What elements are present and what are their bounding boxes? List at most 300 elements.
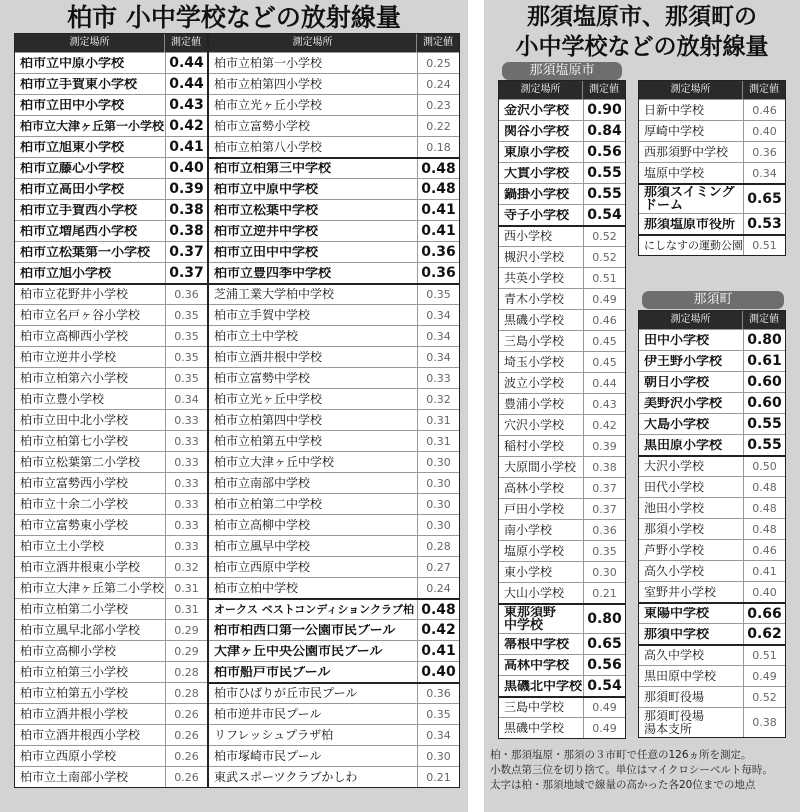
- table-row: [209, 157, 459, 178]
- place-name: 穴沢小学校: [504, 418, 565, 432]
- table-row: [639, 183, 785, 213]
- place-name: 芝浦工業大学柏中学校: [214, 288, 335, 301]
- table-row: [209, 577, 459, 598]
- table-row: [15, 283, 207, 304]
- dose-value: 0.33: [165, 494, 207, 514]
- dose-value: 0.65: [743, 185, 785, 213]
- dose-value: 0.36: [583, 520, 625, 540]
- table-row: [15, 703, 207, 724]
- place-name: 大沢小学校: [644, 460, 705, 473]
- table-row: [15, 472, 207, 493]
- table-row: [15, 241, 207, 262]
- table-row: [209, 745, 459, 766]
- dose-value: 0.55: [743, 414, 785, 434]
- place-name: 高林中学校: [504, 658, 570, 672]
- table-row: [639, 686, 785, 707]
- dose-value: 0.41: [165, 137, 207, 157]
- place-name: 三島中学校: [504, 701, 565, 714]
- place-name: 那須塩原市役所: [644, 217, 736, 231]
- table-row: [15, 388, 207, 409]
- table-row: [209, 367, 459, 388]
- table-row: [499, 498, 625, 519]
- place-name: 黒田原小学校: [644, 438, 723, 452]
- dose-value: 0.35: [165, 305, 207, 325]
- dose-value: 0.52: [583, 247, 625, 267]
- table-row: [639, 497, 785, 518]
- footnote-line2: 小数点第三位を切り捨て。単位はマイクロシーベルト毎時。: [490, 764, 773, 776]
- place-name: 柏市立豊小学校: [20, 392, 105, 406]
- place-name: 鍋掛小学校: [504, 187, 570, 201]
- table-row: [499, 288, 625, 309]
- place-name: 柏市立柏第三小学校: [20, 665, 129, 679]
- dose-value: 0.34: [417, 326, 459, 346]
- place-name: 東那須野 中学校: [504, 606, 557, 632]
- table-row: [499, 246, 625, 267]
- table-row: [15, 199, 207, 220]
- dose-value: 0.33: [165, 515, 207, 535]
- dose-value: 0.41: [743, 561, 785, 581]
- dose-value: 0.49: [743, 666, 785, 686]
- table-row: [15, 304, 207, 325]
- table-row: [639, 234, 785, 255]
- table-row: [499, 717, 625, 738]
- table-row: [499, 477, 625, 498]
- table-row: [639, 665, 785, 686]
- place-name: リフレッシュプラザ柏: [214, 728, 334, 742]
- dose-value: 0.60: [743, 372, 785, 392]
- place-name: 柏市柏西口第一公園市民プール: [214, 623, 396, 637]
- place-name: 柏市立富勢東小学校: [20, 518, 129, 532]
- nasu-town-label: 那須町: [642, 291, 784, 309]
- table-row: [639, 644, 785, 665]
- dose-value: 0.48: [743, 519, 785, 539]
- dose-value: 0.38: [165, 221, 207, 241]
- nasu-title-line1: 那須塩原市、那須町の: [527, 4, 757, 30]
- place-name: 柏市立高柳小学校: [20, 644, 117, 658]
- dose-value: 0.80: [743, 330, 785, 350]
- dose-value: 0.48: [743, 477, 785, 497]
- dose-value: 0.36: [417, 263, 459, 283]
- dose-value: 0.45: [583, 331, 625, 351]
- place-name: 柏市立中原中学校: [214, 182, 319, 196]
- dose-value: 0.62: [743, 624, 785, 644]
- table-row: [209, 115, 459, 136]
- dose-value: 0.32: [165, 557, 207, 577]
- table-row: [209, 262, 459, 283]
- table-row: [499, 456, 625, 477]
- place-name: 池田小学校: [644, 501, 705, 515]
- header-value: 測定値: [742, 81, 785, 99]
- place-name: 柏市立大津ヶ丘中学校: [214, 455, 335, 469]
- place-name: 柏市立柏第三中学校: [214, 162, 332, 175]
- table-row: [15, 94, 207, 115]
- header-value: 測定値: [164, 34, 207, 52]
- table-row: [639, 213, 785, 234]
- dose-value: 0.18: [417, 137, 459, 157]
- table-row: [15, 724, 207, 745]
- table-row: [499, 120, 625, 141]
- place-name: 大貫小学校: [504, 166, 570, 180]
- table-row: [15, 661, 207, 682]
- header-place: 測定場所: [520, 84, 561, 95]
- table-row: [499, 414, 625, 435]
- table-row: [15, 220, 207, 241]
- table-row: [639, 518, 785, 539]
- place-name: 波立小学校: [504, 376, 565, 390]
- place-name: 那須中学校: [644, 627, 710, 641]
- place-name: 柏市立手賀中学校: [214, 308, 311, 322]
- place-name: 関谷小学校: [504, 124, 570, 138]
- place-name: 柏市立土中学校: [214, 329, 299, 343]
- dose-value: 0.26: [165, 704, 207, 724]
- dose-value: 0.36: [417, 242, 459, 262]
- place-name: 柏市ひばりが丘市民プール: [214, 687, 358, 700]
- place-name: 柏市立風早中学校: [214, 539, 311, 553]
- table-row: [15, 598, 207, 619]
- dose-value: 0.31: [165, 578, 207, 598]
- kashiwa-table-right: [208, 33, 460, 788]
- place-name: 南小学校: [504, 523, 553, 537]
- place-name: 柏市立柏第五小学校: [20, 686, 129, 700]
- dose-value: 0.26: [165, 767, 207, 787]
- table-row: [209, 388, 459, 409]
- table-row: [499, 582, 625, 603]
- place-name: 柏市立高柳中学校: [214, 518, 311, 532]
- place-name: 柏市船戸市民プール: [214, 665, 331, 679]
- dose-value: 0.55: [743, 435, 785, 455]
- table-header: [639, 81, 785, 99]
- table-row: [499, 696, 625, 717]
- place-name: 柏市立土小学校: [20, 539, 105, 553]
- table-row: [639, 560, 785, 581]
- table-row: [15, 745, 207, 766]
- table-row: [499, 225, 625, 246]
- dose-value: 0.34: [417, 725, 459, 745]
- dose-value: 0.39: [165, 179, 207, 199]
- dose-value: 0.29: [165, 641, 207, 661]
- place-name: 豊浦小学校: [504, 397, 565, 411]
- place-name: 東陽中学校: [644, 607, 710, 620]
- table-row: [209, 178, 459, 199]
- table-row: [639, 455, 785, 476]
- place-name: 大津ヶ丘中央公園市民プール: [214, 644, 383, 658]
- footnote-line1: 柏・那須塩原・那須の３市町で任意の126ヵ所を測定。: [490, 749, 752, 761]
- dose-value: 0.33: [165, 536, 207, 556]
- dose-value: 0.30: [417, 746, 459, 766]
- dose-value: 0.42: [417, 620, 459, 640]
- table-row: [639, 350, 785, 371]
- place-name: 厚崎中学校: [644, 124, 705, 138]
- place-name: 西那須野中学校: [644, 145, 729, 159]
- place-name: 柏市立酒井根東小学校: [20, 560, 141, 574]
- place-name: 柏市立増尾西小学校: [20, 224, 138, 238]
- table-row: [15, 577, 207, 598]
- place-name: 田代小学校: [644, 480, 705, 494]
- dose-value: 0.41: [417, 641, 459, 661]
- dose-value: 0.42: [165, 116, 207, 136]
- dose-value: 0.84: [583, 121, 625, 141]
- place-name: 伊王野小学校: [644, 354, 723, 368]
- dose-value: 0.49: [583, 718, 625, 738]
- place-name: 黒田原中学校: [644, 669, 717, 683]
- table-row: [209, 682, 459, 703]
- place-name: 那須小学校: [644, 522, 705, 536]
- place-name: 柏市立酒井根小学校: [20, 707, 129, 721]
- table-row: [15, 682, 207, 703]
- place-name: 柏市立柏第四中学校: [214, 413, 323, 427]
- table-row: [15, 346, 207, 367]
- table-row: [499, 267, 625, 288]
- table-row: [639, 99, 785, 120]
- place-name: 柏市立旭小学校: [20, 266, 112, 280]
- dose-value: 0.35: [165, 347, 207, 367]
- dose-value: 0.28: [165, 662, 207, 682]
- table-row: [15, 766, 207, 787]
- dose-value: 0.60: [743, 393, 785, 413]
- dose-value: 0.55: [583, 163, 625, 183]
- place-name: 柏市立酒井根中学校: [214, 350, 323, 364]
- table-row: [15, 556, 207, 577]
- dose-value: 0.35: [165, 326, 207, 346]
- place-name: 柏市立土南部小学校: [20, 770, 129, 784]
- dose-value: 0.43: [583, 394, 625, 414]
- table-row: [209, 451, 459, 472]
- dose-value: 0.23: [417, 95, 459, 115]
- dose-value: 0.39: [583, 436, 625, 456]
- place-name: 柏市立高柳西小学校: [20, 329, 129, 343]
- place-name: オークス ベストコンディションクラブ柏: [214, 603, 414, 616]
- nasu-table: [638, 310, 786, 738]
- table-row: [499, 162, 625, 183]
- table-row: [499, 309, 625, 330]
- place-name: 柏市立十余二小学校: [20, 497, 129, 511]
- nasushiobara-table-left: [498, 80, 626, 739]
- dose-value: 0.56: [583, 655, 625, 675]
- dose-value: 0.31: [165, 599, 207, 619]
- table-row: [209, 94, 459, 115]
- dose-value: 0.30: [417, 494, 459, 514]
- dose-value: 0.36: [417, 684, 459, 703]
- place-name: 柏市逆井市民プール: [214, 707, 322, 721]
- table-row: [15, 451, 207, 472]
- dose-value: 0.44: [165, 74, 207, 94]
- place-name: 柏市立富勢小学校: [214, 119, 311, 133]
- footnote-line3: 太字は柏・那須地域で線量の高かった各20位までの地点: [490, 779, 756, 791]
- place-name: 芦野小学校: [644, 543, 705, 557]
- table-row: [209, 556, 459, 577]
- table-row: [209, 283, 459, 304]
- place-name: 柏市立南部中学校: [214, 476, 311, 490]
- table-row: [209, 619, 459, 640]
- dose-value: 0.29: [165, 620, 207, 640]
- place-name: 黒磯小学校: [504, 313, 565, 327]
- dose-value: 0.37: [165, 263, 207, 283]
- dose-value: 0.24: [417, 74, 459, 94]
- table-row: [209, 346, 459, 367]
- table-row: [15, 73, 207, 94]
- place-name: 柏市立大津ヶ丘第一小学校: [20, 119, 165, 133]
- kashiwa-table-left: [14, 33, 208, 788]
- place-name: 日新中学校: [644, 103, 705, 117]
- table-row: [639, 434, 785, 455]
- table-row: [499, 204, 625, 225]
- table-header: [639, 311, 785, 329]
- dose-value: 0.52: [743, 687, 785, 707]
- dose-value: 0.40: [743, 582, 785, 602]
- table-row: [639, 120, 785, 141]
- place-name: 金沢小学校: [504, 103, 570, 117]
- place-name: 柏市立大津ヶ丘第二小学校: [20, 581, 165, 595]
- dose-value: 0.26: [165, 725, 207, 745]
- dose-value: 0.28: [417, 536, 459, 556]
- table-row: [209, 766, 459, 787]
- place-name: 東原小学校: [504, 145, 570, 159]
- place-name: 塩原小学校: [504, 544, 565, 558]
- dose-value: 0.25: [417, 53, 459, 73]
- place-name: 大山小学校: [504, 586, 565, 600]
- table-row: [209, 136, 459, 157]
- place-name: 柏市立柏第二小学校: [20, 602, 129, 616]
- table-row: [639, 392, 785, 413]
- dose-value: 0.35: [583, 541, 625, 561]
- place-name: 戸田小学校: [504, 502, 565, 516]
- dose-value: 0.49: [583, 698, 625, 717]
- dose-value: 0.38: [583, 457, 625, 477]
- place-name: 柏市立柏第八小学校: [214, 140, 323, 154]
- place-name: 柏市立酒井根西小学校: [20, 728, 141, 742]
- place-name: 柏市立松葉第二小学校: [20, 455, 141, 469]
- dose-value: 0.33: [165, 473, 207, 493]
- dose-value: 0.50: [743, 457, 785, 476]
- dose-value: 0.21: [417, 767, 459, 787]
- place-name: 柏市立逆井小学校: [20, 350, 117, 364]
- table-row: [15, 535, 207, 556]
- dose-value: 0.40: [417, 662, 459, 682]
- header-place: 測定場所: [69, 37, 110, 48]
- place-name: 高久中学校: [644, 649, 705, 662]
- place-name: にしなすの運動公園: [644, 239, 743, 252]
- dose-value: 0.46: [743, 100, 785, 120]
- table-row: [499, 183, 625, 204]
- dose-value: 0.26: [165, 746, 207, 766]
- place-name: 柏市立高田小学校: [20, 182, 125, 196]
- table-row: [499, 99, 625, 120]
- table-row: [639, 141, 785, 162]
- table-row: [639, 581, 785, 602]
- dose-value: 0.37: [583, 499, 625, 519]
- place-name: 美野沢小学校: [644, 396, 723, 410]
- place-name: 柏市立豊四季中学校: [214, 266, 332, 280]
- place-name: 柏市立柏第四小学校: [214, 77, 323, 91]
- table-row: [209, 73, 459, 94]
- dose-value: 0.65: [583, 634, 625, 654]
- dose-value: 0.28: [165, 683, 207, 703]
- table-row: [15, 430, 207, 451]
- place-name: 箒根中学校: [504, 637, 570, 651]
- table-row: [209, 598, 459, 619]
- dose-value: 0.35: [417, 285, 459, 304]
- table-row: [15, 514, 207, 535]
- table-row: [15, 619, 207, 640]
- dose-value: 0.42: [583, 415, 625, 435]
- table-row: [15, 409, 207, 430]
- dose-value: 0.36: [743, 142, 785, 162]
- table-row: [15, 493, 207, 514]
- dose-value: 0.44: [165, 53, 207, 73]
- place-name: 東小学校: [504, 565, 553, 579]
- footnote: [490, 748, 800, 793]
- place-name: 稲村小学校: [504, 439, 565, 453]
- dose-value: 0.30: [417, 452, 459, 472]
- table-row: [15, 640, 207, 661]
- place-name: 柏市立花野井小学校: [20, 288, 129, 301]
- dose-value: 0.56: [583, 142, 625, 162]
- place-name: 柏市立手賀西小学校: [20, 203, 138, 217]
- dose-value: 0.40: [165, 158, 207, 178]
- table-row: [209, 199, 459, 220]
- nasushiobara-table-right: [638, 80, 786, 256]
- dose-value: 0.46: [743, 540, 785, 560]
- table-row: [209, 724, 459, 745]
- place-name: 柏市立風早北部小学校: [20, 623, 141, 637]
- table-row: [499, 561, 625, 582]
- place-name: 柏市立松葉中学校: [214, 203, 319, 217]
- place-name: 室野井小学校: [644, 585, 717, 599]
- place-name: 柏市立柏第二中学校: [214, 497, 323, 511]
- dose-value: 0.54: [583, 205, 625, 225]
- dose-value: 0.41: [417, 221, 459, 241]
- table-row: [639, 539, 785, 560]
- dose-value: 0.35: [165, 368, 207, 388]
- dose-value: 0.36: [165, 285, 207, 304]
- dose-value: 0.34: [743, 163, 785, 183]
- place-name: 三島小学校: [504, 334, 565, 348]
- place-name: 埼玉小学校: [504, 355, 565, 369]
- table-row: [209, 52, 459, 73]
- nasu-title-line2: 小中学校などの放射線量: [515, 34, 769, 60]
- header-place: 測定場所: [670, 84, 711, 95]
- dose-value: 0.48: [417, 179, 459, 199]
- header-place: 測定場所: [670, 314, 711, 325]
- dose-value: 0.48: [743, 498, 785, 518]
- dose-value: 0.46: [583, 310, 625, 330]
- header-value: 測定値: [416, 34, 459, 52]
- place-name: 那須町役場: [644, 690, 705, 704]
- table-row: [499, 141, 625, 162]
- dose-value: 0.30: [417, 515, 459, 535]
- dose-value: 0.37: [583, 478, 625, 498]
- place-name: 柏市立富勢西小学校: [20, 476, 129, 490]
- table-row: [499, 330, 625, 351]
- dose-value: 0.51: [583, 268, 625, 288]
- dose-value: 0.53: [743, 214, 785, 234]
- dose-value: 0.27: [417, 557, 459, 577]
- dose-value: 0.31: [417, 410, 459, 430]
- dose-value: 0.41: [417, 200, 459, 220]
- place-name: 柏市立田中中学校: [214, 245, 319, 259]
- place-name: 塩原中学校: [644, 166, 705, 180]
- table-row: [499, 603, 625, 633]
- table-row: [499, 654, 625, 675]
- dose-value: 0.52: [583, 227, 625, 246]
- dose-value: 0.31: [417, 431, 459, 451]
- table-row: [15, 115, 207, 136]
- place-name: 柏市立逆井中学校: [214, 224, 319, 238]
- table-row: [15, 262, 207, 283]
- dose-value: 0.38: [165, 200, 207, 220]
- table-row: [209, 661, 459, 682]
- table-row: [209, 430, 459, 451]
